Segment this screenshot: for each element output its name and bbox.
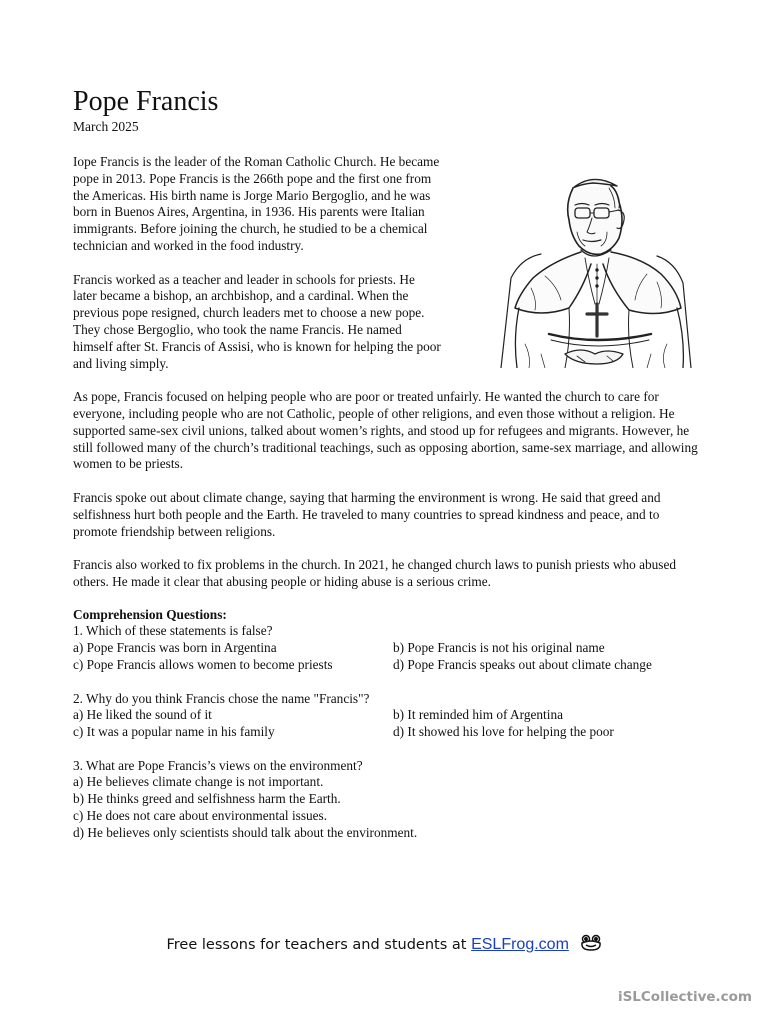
article-body <box>73 154 703 591</box>
option-b: b) He thinks greed and selfishness harm the Earth. <box>73 791 341 807</box>
question-1 <box>73 623 703 673</box>
option-d: d) It showed his love for helping the poor <box>393 724 614 740</box>
question-text: 3. What are Pope Francis’s views on the environment? <box>73 757 363 773</box>
option-b: b) It reminded him of Argentina <box>393 707 563 723</box>
paragraph-3: As pope, Francis focused on helping people who are poor or treated unfairly. He wanted the church to care for everyone, including people who are not Catholic, people of other religions, and even those without a religion. He supported same-sex civil unions, talked about women’s rights, and stood up for refugees and migrants. However, he still followed many of the church’s traditional teachings, such as opposing abortion, same-sex marriage, and allowing women to be priests. <box>73 389 698 472</box>
answer-options <box>73 640 703 674</box>
date-line: March 2025 <box>73 119 139 134</box>
footer-text: Free lessons for teachers and students at <box>166 937 472 953</box>
question-3 <box>73 758 703 842</box>
watermark: iSLCollective.com <box>617 989 752 1005</box>
paragraph-4: Francis spoke out about climate change, saying that harming the environment is wrong. He said that greed and selfishness hurt both people and the Earth. He traveled to many countries to spread kindness and peace, and to promote friendship between religions. <box>73 489 661 539</box>
option-b: b) Pope Francis is not his original name <box>393 640 605 656</box>
comprehension-questions <box>73 607 703 842</box>
question-text: 2. Why do you think Francis chose the name "Francis"? <box>73 690 370 706</box>
footer <box>0 934 768 956</box>
option-a: a) He liked the sound of it <box>73 707 212 723</box>
option-c: c) He does not care about environmental issues. <box>73 808 328 824</box>
answer-options <box>73 707 703 741</box>
option-c: c) Pope Francis allows women to become priests <box>73 656 333 672</box>
paragraph-2: Francis worked as a teacher and leader in schools for priests. He later became a bishop, an archbishop, and a cardinal. When the previous pope resigned, church leaders met to choose a new pope. They chose Bergoglio, who took the name Francis. He named himself after St. Francis of Assisi, who is known for helping the poor and living simply. <box>73 271 441 371</box>
option-c: c) It was a popular name in his family <box>73 724 275 740</box>
questions-heading: Comprehension Questions: <box>73 606 227 622</box>
question-2 <box>73 691 703 741</box>
option-d: d) He believes only scientists should talk about the environment. <box>73 824 418 840</box>
frog-icon <box>580 934 602 956</box>
option-a: a) He believes climate change is not important. <box>73 774 324 790</box>
option-d: d) Pope Francis speaks out about climate change <box>393 656 652 672</box>
eslfrog-link[interactable]: ESLFrog.com <box>471 936 569 953</box>
pope-portrait-illustration <box>461 158 711 368</box>
worksheet <box>73 86 703 858</box>
paragraph-5: Francis also worked to fix problems in the church. In 2021, he changed church laws to punish priests who abused others. He made it clear that abusing people or hiding abuse is a serious crime. <box>73 557 677 589</box>
page-title: Pope Francis <box>73 86 219 117</box>
question-text: 1. Which of these statements is false? <box>73 623 273 639</box>
paragraph-1: Iope Francis is the leader of the Roman Catholic Church. He became pope in 2013. Pope Francis is the 266th pope and the first one from the Americas. His birth name is Jorge Mario Bergoglio, and he was born in Buenos Aires, Argentina, in 1936. His parents were Italian immigrants. Before joining the church, he studied to be a chemical technician and worked in the food industry. <box>73 154 440 253</box>
option-a: a) Pope Francis was born in Argentina <box>73 640 277 656</box>
